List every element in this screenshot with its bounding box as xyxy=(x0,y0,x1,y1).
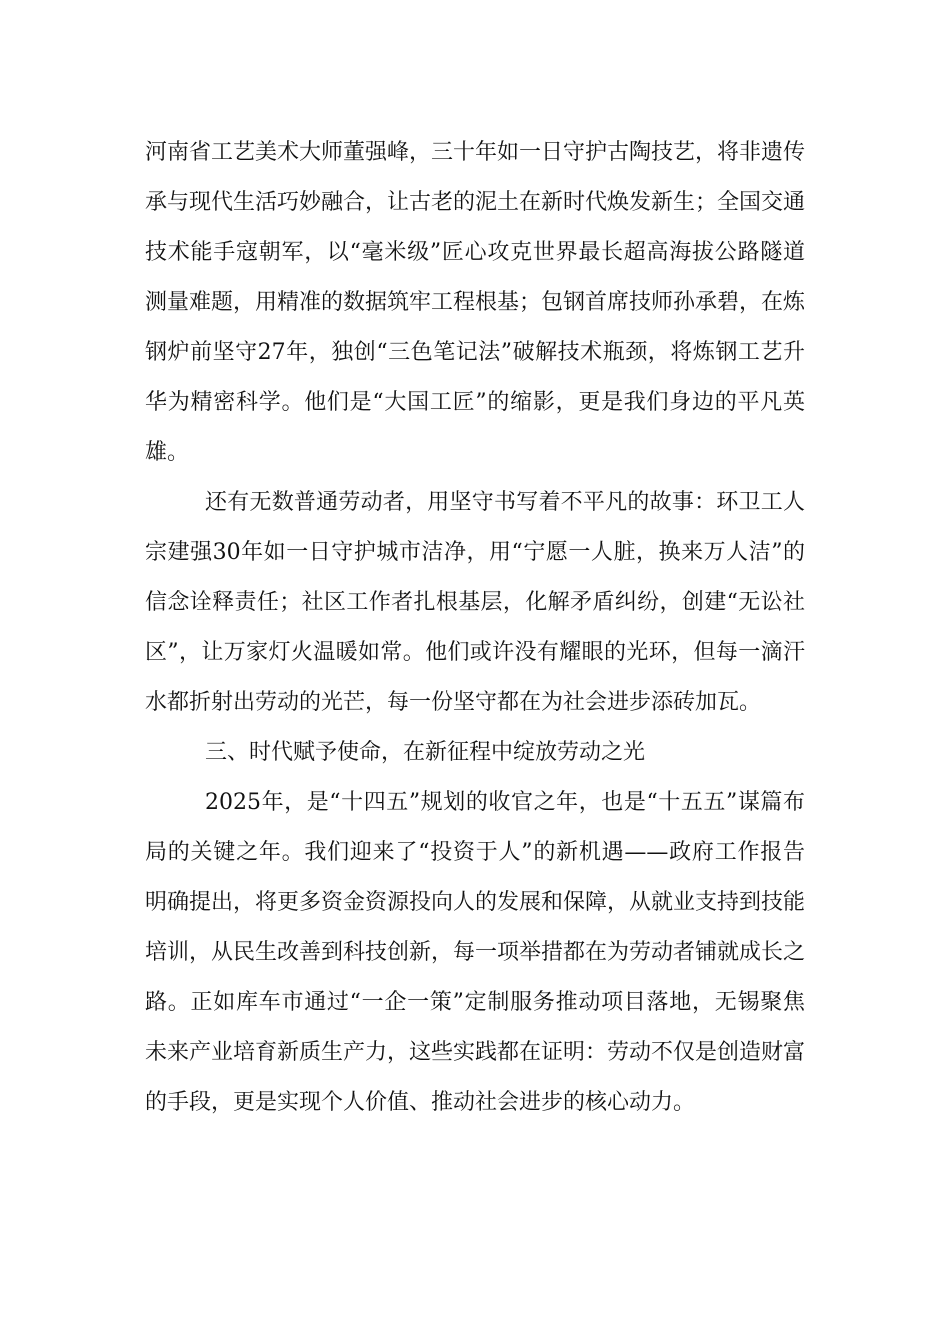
paragraph-craftsmen: 河南省工艺美术大师董强峰，三十年如一日守护古陶技艺，将非遗传承与现代生活巧妙融合，让古老的泥土在新时代焕发新生；全国交通技术能手寇朝军，以“毫米级”匠心攻克世界最长超高海拔公路隧道测量难题，用精准的数据筑牢工程根基；包钢首席技师孙承碧，在炼钢炉前坚守27年，独创“三色笔记法”破解技术瓶颈，将炼钢工艺升华为精密科学。他们是“大国工匠”的缩影，更是我们身边的平凡英雄。 xyxy=(145,140,806,465)
section-heading: 三、时代赋予使命，在新征程中绽放劳动之光 xyxy=(205,740,646,765)
paragraph-2025: 2025年，是“十四五”规划的收官之年，也是“十五五”谋篇布局的关键之年。我们迎来了“投资于人”的新机遇——政府工作报告明确提出，将更多资金资源投向人的发展和保障，从就业支持到技能培训，从民生改善到科技创新，每一项举措都在为劳动者铺就成长之路。正如库车市通过“一企一策”定制服务推动项目落地，无锡聚焦未来产业培育新质生产力，这些实践都在证明：劳动不仅是创造财富的手段，更是实现个人价值、推动社会进步的核心动力。 xyxy=(145,790,806,1115)
paragraph-ordinary-workers: 还有无数普通劳动者，用坚守书写着不平凡的故事：环卫工人宗建强30年如一日守护城市洁净，用“宁愿一人脏，换来万人洁”的信念诠释责任；社区工作者扎根基层，化解矛盾纠纷，创建“无讼社区”，让万家灯火温暖如常。他们或许没有耀眼的光环，但每一滴汗水都折射出劳动的光芒，每一份坚守都在为社会进步添砖加瓦。 xyxy=(145,490,805,715)
document-body xyxy=(145,128,805,1128)
